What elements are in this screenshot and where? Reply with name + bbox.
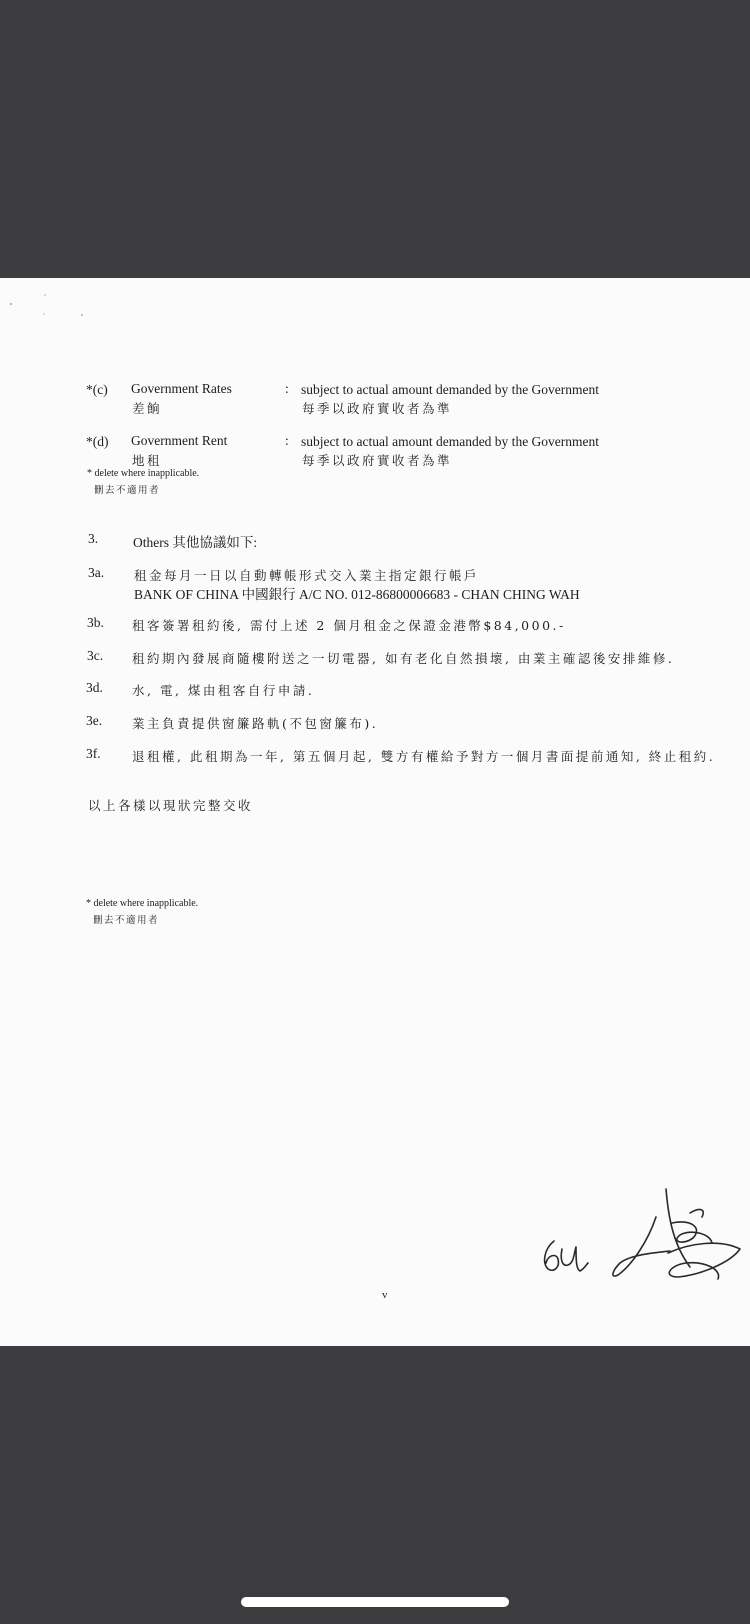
clause-id: 3f.	[86, 746, 101, 761]
document-page	[0, 278, 750, 1346]
item-d-colon: :	[285, 433, 289, 448]
handwritten-initials	[540, 1183, 750, 1298]
clause-3c-text: 租約期內發展商隨樓附送之一切電器, 如有老化自然損壞, 由業主確認後安排維修.	[132, 651, 675, 666]
section-3-number: 3.	[88, 531, 99, 546]
note-top-en: * delete where inapplicable.	[87, 468, 200, 479]
item-c-value-en: subject to actual amount demanded by the Government	[301, 382, 600, 397]
item-c-marker: *(c)	[86, 382, 108, 397]
clause-3a-line2: BANK OF CHINA 中國銀行 A/C NO. 012-86800006683 - CHAN CHING WAH	[134, 587, 580, 602]
item-d-title-en: Government Rent	[131, 433, 228, 448]
clause-id: 3c.	[87, 648, 104, 663]
clause-3b-text: 租客簽署租約後, 需付上述 2 個月租金之保證金港幣$84,000.-	[132, 618, 566, 633]
note-bottom-en: * delete where inapplicable.	[86, 898, 199, 909]
clause-id: 3b.	[87, 615, 104, 630]
item-d-marker: *(d)	[86, 434, 109, 449]
section-3-title: Others 其他協議如下:	[133, 535, 258, 550]
note-top-zh: 刪去不適用者	[94, 485, 161, 496]
scan-specks	[8, 290, 98, 320]
clause-3e-text: 業主負責提供窗簾路軌(不包窗簾布).	[132, 716, 379, 731]
clause-3f-text: 退租權, 此租期為一年, 第五個月起, 雙方有權給予對方一個月書面提前通知, 終止租約.	[132, 749, 716, 764]
clause-id: 3e.	[86, 713, 103, 728]
item-d-value-en: subject to actual amount demanded by the Government	[301, 434, 600, 449]
item-d-title-zh: 地租	[132, 453, 163, 468]
item-c-colon: :	[285, 381, 289, 396]
page-mark: v	[382, 1289, 388, 1301]
item-c-title-zh: 差餉	[132, 401, 163, 416]
closing-statement: 以上各樣以現狀完整交收	[88, 798, 254, 813]
home-indicator[interactable]	[241, 1597, 509, 1607]
clause-id: 3d.	[86, 680, 103, 695]
clause-id: 3a.	[88, 565, 105, 580]
item-c-title-en: Government Rates	[131, 381, 232, 396]
clause-3a-line1: 租金每月一日以自動轉帳形式交入業主指定銀行帳戶	[134, 568, 480, 583]
item-d-value-zh: 每季以政府實收者為準	[302, 453, 453, 468]
clause-3d-text: 水, 電, 煤由租客自行申請.	[132, 683, 315, 698]
item-c-value-zh: 每季以政府實收者為準	[302, 401, 453, 416]
note-bottom-zh: 刪去不適用者	[93, 915, 160, 926]
